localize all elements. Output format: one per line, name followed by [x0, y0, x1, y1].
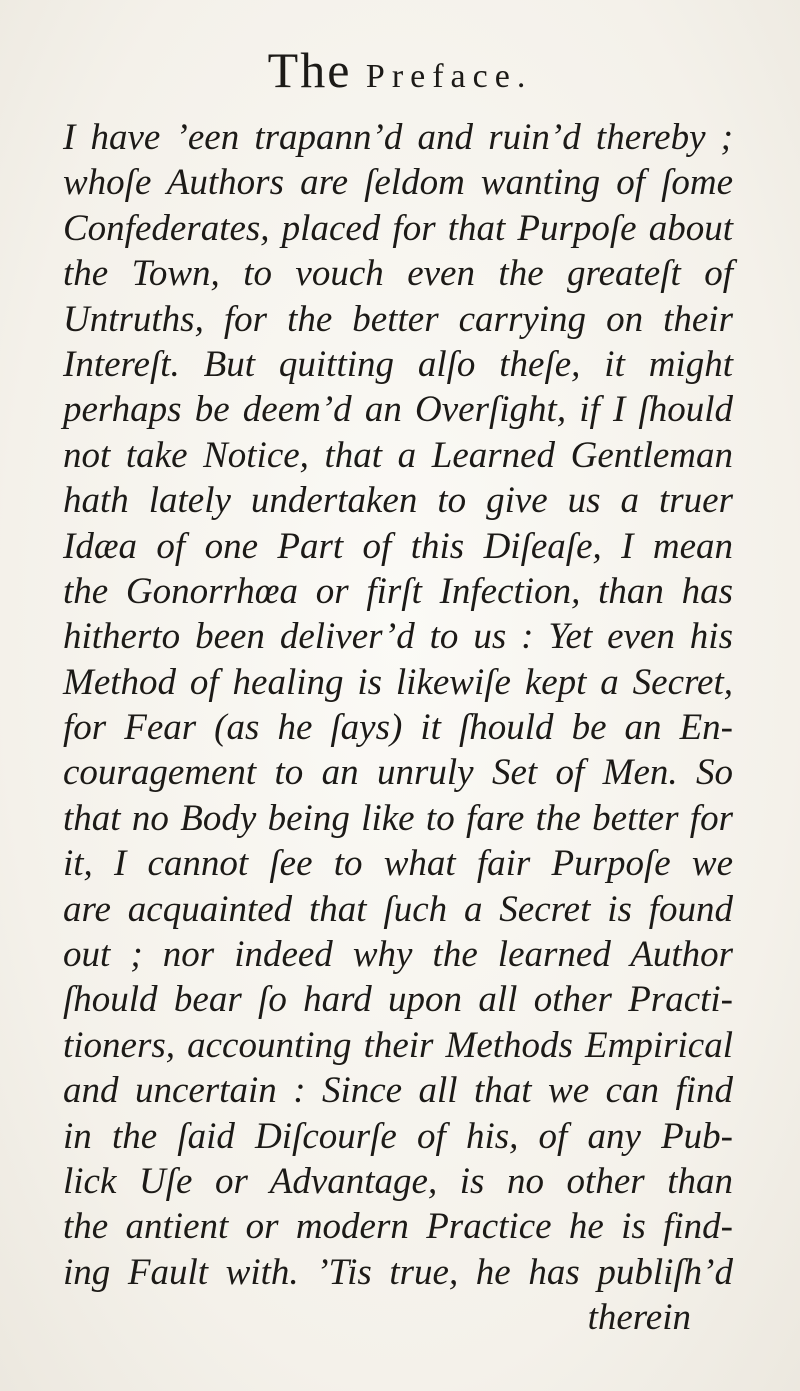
- running-head-prefix: The: [267, 42, 352, 98]
- text-line: whoſe Authors are ſeldom wanting of ſome: [63, 162, 733, 204]
- text-line: Intereſt. But quitting alſo theſe, it might: [63, 343, 733, 385]
- text-line: hath lately undertaken to give us a truer: [63, 480, 733, 522]
- text-line: I have ’een trapann’d and ruin’d thereby ;: [63, 117, 733, 158]
- running-head: [0, 40, 800, 107]
- text-line: perhaps be deem’d an Overſight, if I ſhould: [63, 389, 733, 431]
- text-line: Untruths, for the better carrying on their: [63, 298, 733, 340]
- text-line: the Gonorrhœa or firſt Infection, than has: [63, 570, 733, 612]
- text-line: ſhould bear ſo hard upon all other Practi-: [63, 979, 733, 1021]
- text-line: tioners, accounting their Methods Empirical: [63, 1024, 733, 1066]
- text-line: Confederates, placed for that Purpoſe about: [63, 207, 733, 249]
- text-line: and uncertain : Since all that we can find: [63, 1070, 733, 1112]
- text-line: couragement to an unruly Set of Men. So: [63, 752, 733, 794]
- text-line: that no Body being like to fare the better for: [63, 797, 733, 839]
- text-line: ing Fault with. ’Tis true, he has publiſh’d: [63, 1251, 733, 1293]
- text-line: lick Uſe or Advantage, is no other than: [63, 1160, 733, 1202]
- text-line: Method of healing is likewiſe kept a Secret,: [63, 661, 733, 703]
- text-line: it, I cannot ſee to what fair Purpoſe we: [63, 843, 733, 885]
- text-line: for Fear (as he ſays) it ſhould be an En-: [63, 707, 733, 749]
- running-head-word: Preface.: [365, 58, 533, 95]
- text-line: are acquainted that ſuch a Secret is found: [63, 888, 733, 930]
- body-text: [63, 115, 733, 1341]
- text-line: not take Notice, that a Learned Gentleman: [63, 434, 733, 476]
- text-line: the antient or modern Practice he is find-: [63, 1206, 733, 1248]
- text-line: hitherto been deliver’d to us : Yet even his: [63, 616, 733, 658]
- text-line: Idæa of one Part of this Diſeaſe, I mean: [63, 525, 733, 567]
- catchword: therein: [587, 1297, 691, 1339]
- text-line: the Town, to vouch even the greateſt of: [63, 253, 733, 295]
- text-line: in the ſaid Diſcourſe of his, of any Pub-: [63, 1115, 733, 1157]
- text-line: out ; nor indeed why the learned Author: [63, 934, 733, 976]
